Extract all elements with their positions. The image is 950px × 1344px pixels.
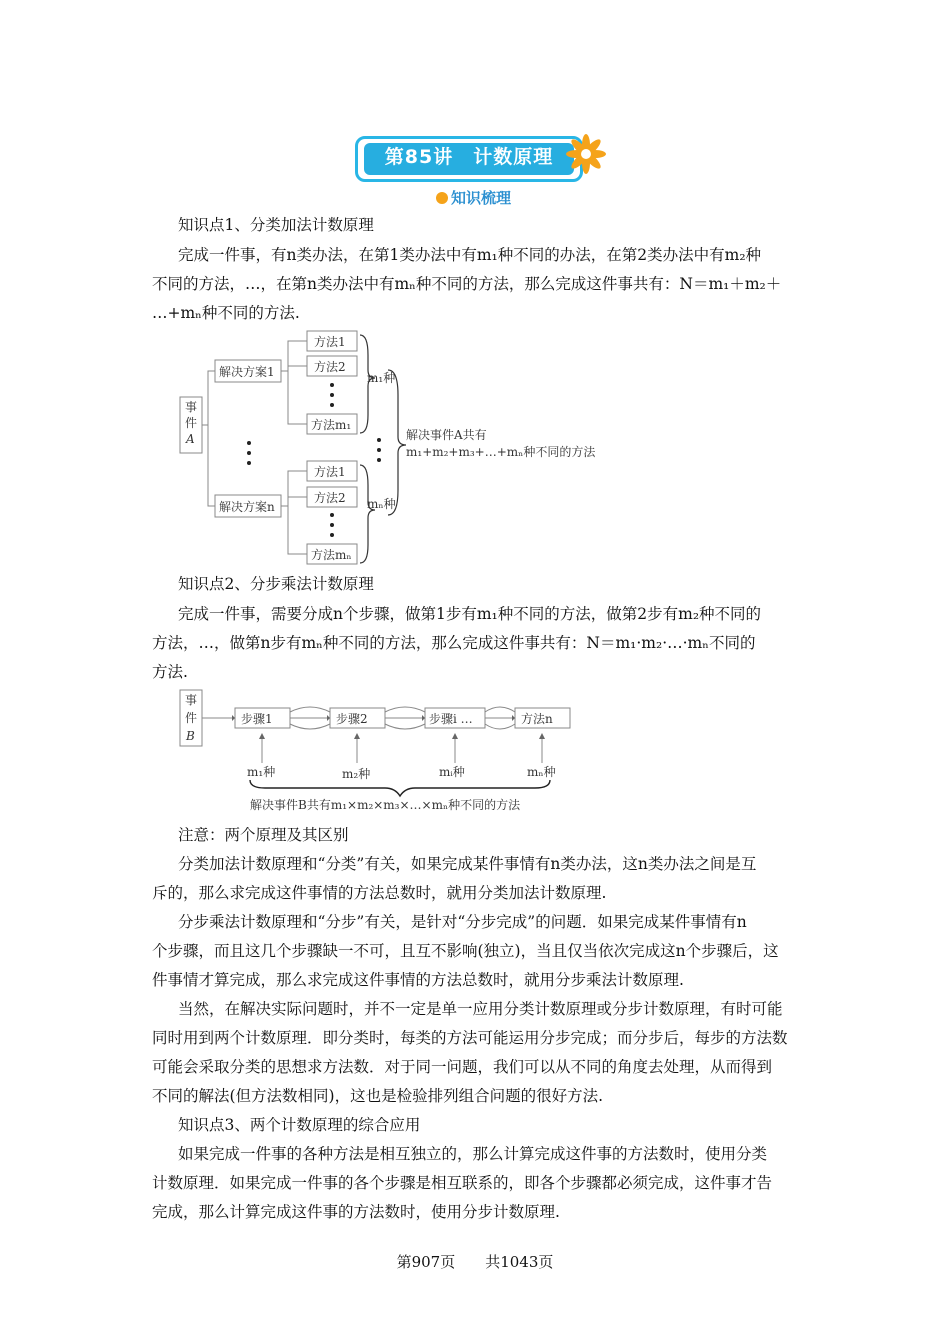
note-para3-line4: 不同的解法(但方法数相同)，这也是检验排列组合问题的很好方法.: [152, 1087, 604, 1105]
note-para2-line1: 分步乘法计数原理和“分步”有关，是针对“分步完成”的问题．如果完成某件事情有n: [178, 913, 747, 931]
note-heading: 注意：两个原理及其区别: [178, 826, 349, 844]
kp3-heading: 知识点3、两个计数原理的综合应用: [178, 1116, 421, 1134]
note-para2-line3: 件事情才算完成，那么求完成这件事情的方法总数时，就用分步乘法计数原理.: [152, 971, 684, 989]
kp2-line2: 方法，…，做第n步有mₙ种不同的方法，那么完成这件事共有：N＝m₁·m₂·…·mₙ不同的: [152, 634, 756, 652]
note-para3-line1: 当然，在解决实际问题时，并不一定是单一应用分类计数原理或分步计数原理，有时可能: [178, 1000, 783, 1018]
event-b-char1: 事: [185, 693, 198, 707]
kp2-line3: 方法.: [152, 663, 188, 681]
event-b-char2: 件: [185, 711, 198, 725]
mn-step: mₙ种: [527, 765, 556, 779]
title-badge: [355, 136, 583, 182]
summary1: 解决事件A共有: [406, 428, 487, 442]
m1-step: m₁种: [247, 765, 276, 779]
event-a-char3: A: [186, 432, 195, 446]
kp2-heading: 知识点2、分步乘法计数原理: [178, 575, 374, 593]
kp3-line2: 计数原理．如果完成一件事的各个步骤是相互联系的，即各个步骤都必须完成，这件事才告: [152, 1174, 773, 1192]
page-footer: 第907页 共1043页: [396, 1253, 554, 1271]
note-para3-line3: 可能会采取分类的思想求方法数．对于同一问题，我们可以从不同的角度去处理，从而得到: [152, 1058, 773, 1076]
event-a-char1: 事: [185, 400, 198, 414]
plann-label: 解决方案n: [219, 500, 275, 514]
section-heading: 知识梳理: [436, 187, 511, 208]
m1-label: m₁种: [367, 371, 396, 385]
page-title: 第85讲 计数原理: [364, 143, 574, 175]
event-a-char2: 件: [185, 416, 198, 430]
kp1-line3: …+mₙ种不同的方法.: [152, 304, 300, 322]
kp1-line1: 完成一件事，有n类办法，在第1类办法中有m₁种不同的办法，在第2类办法中有m₂种: [178, 246, 762, 264]
note-para2-line2: 个步骤，而且这几个步骤缺一不可，且互不影响(独立)，当且仅当依次完成这n个步骤后，这: [152, 942, 779, 960]
m2-step: m₂种: [342, 767, 371, 781]
flower-icon: [562, 130, 610, 178]
plan1-label: 解决方案1: [219, 365, 275, 379]
summary2: m₁+m₂+m₃+…+mₙ种不同的方法: [406, 445, 596, 459]
kp3-line1: 如果完成一件事的各种方法是相互独立的，那么计算完成这件事的方法数时，使用分类: [178, 1145, 768, 1163]
kp1-heading: 知识点1、分类加法计数原理: [178, 216, 374, 234]
kp2-line1: 完成一件事，需要分成n个步骤，做第1步有m₁种不同的方法，做第2步有m₂种不同的: [178, 605, 762, 623]
step-diagram: [175, 688, 595, 813]
kp1-line2: 不同的方法，…，在第n类办法中有mₙ种不同的方法，那么完成这件事共有：N＝m₁＋m₂＋: [152, 275, 782, 293]
mn-label: mₙ种: [367, 497, 396, 511]
method2-top: 方法2: [314, 360, 346, 374]
stepi-label: 步骤i …: [429, 712, 473, 726]
method1-top: 方法1: [314, 335, 346, 349]
method2-bottom: 方法2: [314, 491, 346, 505]
step-summary: 解决事件B共有m₁×m₂×m₃×…×mₙ种不同的方法: [250, 798, 521, 812]
step2-label: 步骤2: [336, 712, 368, 726]
note-para3-line2: 同时用到两个计数原理．即分类时，每类的方法可能运用分步完成；而分步后，每步的方法数: [152, 1029, 788, 1047]
classification-diagram: [170, 325, 600, 570]
event-b-char3: B: [186, 729, 195, 743]
note-para1-line1: 分类加法计数原理和“分类”有关，如果完成某件事情有n类办法，这n类办法之间是互: [178, 855, 757, 873]
mi-step: mᵢ种: [439, 765, 465, 779]
method-m1: 方法m₁: [311, 418, 352, 432]
note-para1-line2: 斥的，那么求完成这件事情的方法总数时，就用分类加法计数原理.: [152, 884, 607, 902]
stepn-label: 方法n: [521, 712, 553, 726]
method1-bottom: 方法1: [314, 465, 346, 479]
kp3-line3: 完成，那么计算完成这件事的方法数时，使用分步计数原理.: [152, 1203, 560, 1221]
step1-label: 步骤1: [241, 712, 273, 726]
sun-icon: [436, 192, 448, 204]
method-mn: 方法mₙ: [311, 548, 352, 562]
